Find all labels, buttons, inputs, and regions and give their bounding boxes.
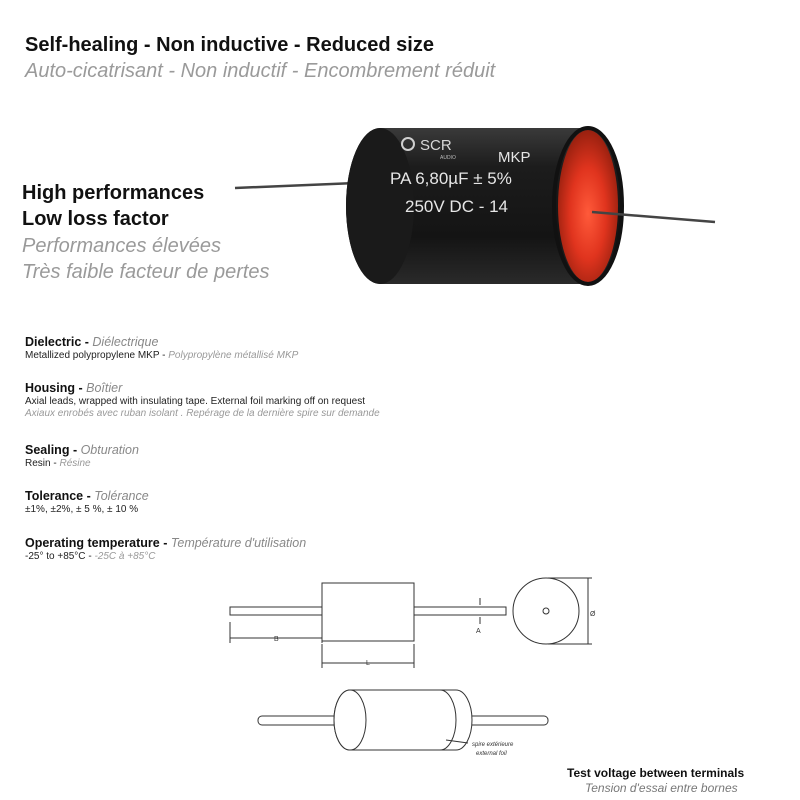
spec-line-en: -25° to +85°C (25, 551, 86, 562)
spec-title-fr: Obturation (80, 443, 139, 457)
spec-line-fr: Résine (59, 458, 91, 469)
perf-fr-2: Très faible facteur de pertes (22, 261, 270, 283)
capacitor-photo (230, 110, 730, 290)
capacitor-end (558, 130, 618, 282)
spec-line-fr: Axiaux enrobés avec ruban isolant . Repérage de la dernière spire sur demande (25, 408, 380, 419)
perf-en-2: Low loss factor (22, 208, 169, 230)
spec-line-fr: -25C à +85°C (94, 551, 156, 562)
dimension-drawing (0, 570, 800, 770)
spec-title-en: Dielectric (25, 335, 82, 349)
spec-line-en: ±1%, ±2%, ± 5 %, ± 10 % (25, 504, 139, 515)
spec-temperature: Operating temperature - Température d'utilisation -25° to +85°C - -25C à +85°C (25, 536, 307, 562)
spec-title-en: Sealing (25, 443, 70, 457)
test-voltage-en: Test voltage between terminals (567, 766, 745, 780)
spec-tolerance: Tolerance - Tolérance ±1%, ±2%, ± 5 %, ± 10 % (25, 489, 149, 515)
spec-title-fr: Tolérance (94, 489, 149, 503)
spec-title-en: Housing (25, 381, 75, 395)
spec-title-en: Operating temperature (25, 536, 160, 550)
capacitor-type: MKP (498, 149, 531, 166)
brand-sub: AUDIO (440, 155, 456, 161)
capacitor-value: PA 6,80µF ± 5% (390, 169, 512, 188)
perf-fr-1: Performances élevées (22, 235, 221, 257)
spec-title-fr: Température d'utilisation (170, 536, 307, 550)
label-a: A (476, 628, 481, 635)
perf-en-1: High performances (22, 182, 205, 204)
test-voltage-fr: Tension d'essai entre bornes (585, 781, 738, 795)
spec-line-fr: Polypropylène métallisé MKP (168, 350, 299, 361)
foil-label-en: external foil (476, 751, 507, 757)
side-view-body (322, 583, 414, 641)
headline-fr: Auto-cicatrisant - Non inductif - Encombrement réduit (25, 60, 496, 82)
spec-line-en: Resin (25, 458, 51, 469)
spec-sealing: Sealing - Obturation Resin - Résine (25, 443, 139, 469)
spec-housing: Housing - Boîtier Axial leads, wrapped with insulating tape. External foil marking off on request Axiaux enrobés avec ruban isolant . Repérage de la dernière spire sur demande (25, 381, 585, 420)
brand-logo: SCR (420, 137, 452, 154)
spec-dielectric: Dielectric - Diélectrique Metallized polypropylene MKP - Polypropylène métallisé MKP (25, 335, 299, 361)
spec-line-en: Metallized polypropylene MKP (25, 350, 160, 361)
spec-title-fr: Boîtier (86, 381, 123, 395)
label-diameter: Ø (590, 611, 596, 618)
foil-label-fr: spire extérieure (472, 742, 514, 748)
spec-line-en: Axial leads, wrapped with insulating tape. External foil marking off on request (25, 396, 366, 407)
label-b: B (274, 636, 279, 643)
spec-title-fr: Diélectrique (92, 335, 159, 349)
spec-title-en: Tolerance (25, 489, 84, 503)
end-view-circle (513, 578, 579, 644)
label-l: L (366, 660, 370, 667)
headline-en: Self-healing - Non inductive - Reduced size (25, 34, 434, 56)
capacitor-voltage: 250V DC - 14 (405, 197, 508, 216)
